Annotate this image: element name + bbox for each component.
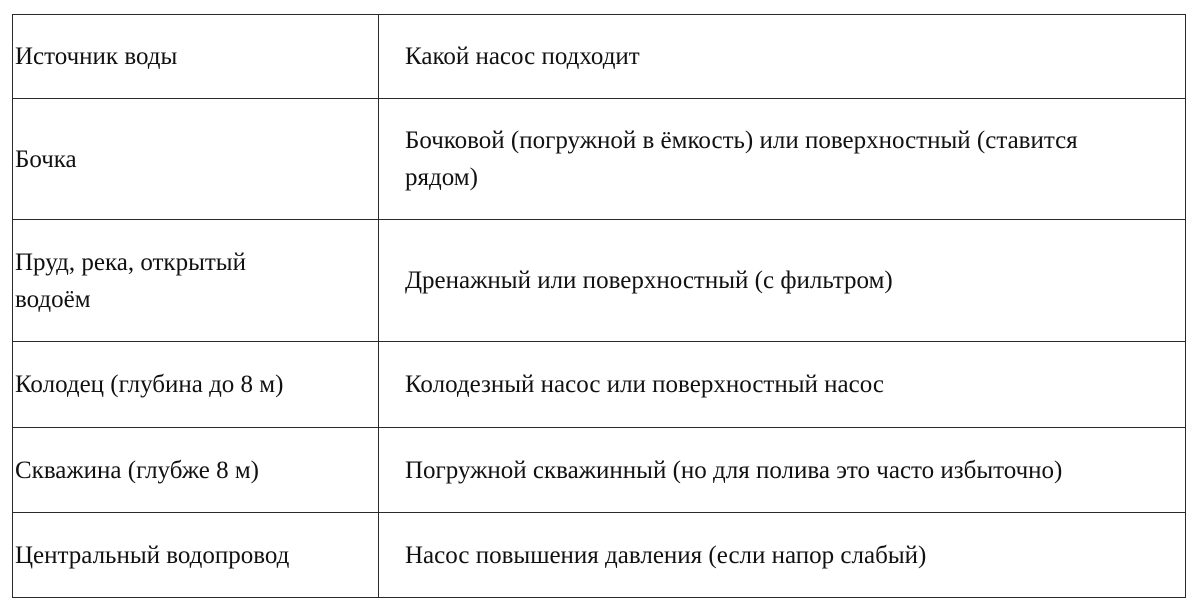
cell-pump-text: Бочковой (погружной в ёмкость) или поверхностный (ставится рядом) bbox=[405, 127, 1078, 191]
table-row bbox=[13, 220, 1186, 342]
table-row bbox=[13, 99, 1186, 220]
cell-source: Бочка bbox=[13, 99, 379, 220]
cell-pump bbox=[379, 99, 1186, 220]
cell-pump: Насос повышения давления (если напор слабый) bbox=[379, 513, 1186, 598]
cell-source bbox=[13, 220, 379, 342]
cell-pump: Дренажный или поверхностный (с фильтром) bbox=[379, 220, 1186, 342]
pump-selection-table-container bbox=[12, 14, 1185, 598]
table-header-row bbox=[13, 15, 1186, 99]
cell-pump: Колодезный насос или поверхностный насос bbox=[379, 342, 1186, 428]
cell-source-text: Пруд, река, открытый водоём bbox=[15, 248, 246, 313]
table-row bbox=[13, 513, 1186, 598]
pump-selection-table bbox=[12, 14, 1186, 598]
header-cell-source: Источник воды bbox=[13, 15, 379, 99]
cell-source: Центральный водопровод bbox=[13, 513, 379, 598]
cell-pump: Погружной скважинный (но для полива это часто избыточно) bbox=[379, 428, 1186, 513]
cell-source: Колодец (глубина до 8 м) bbox=[13, 342, 379, 428]
header-cell-pump: Какой насос подходит bbox=[379, 15, 1186, 99]
cell-source: Скважина (глубже 8 м) bbox=[13, 428, 379, 513]
table-row bbox=[13, 342, 1186, 428]
table-row bbox=[13, 428, 1186, 513]
